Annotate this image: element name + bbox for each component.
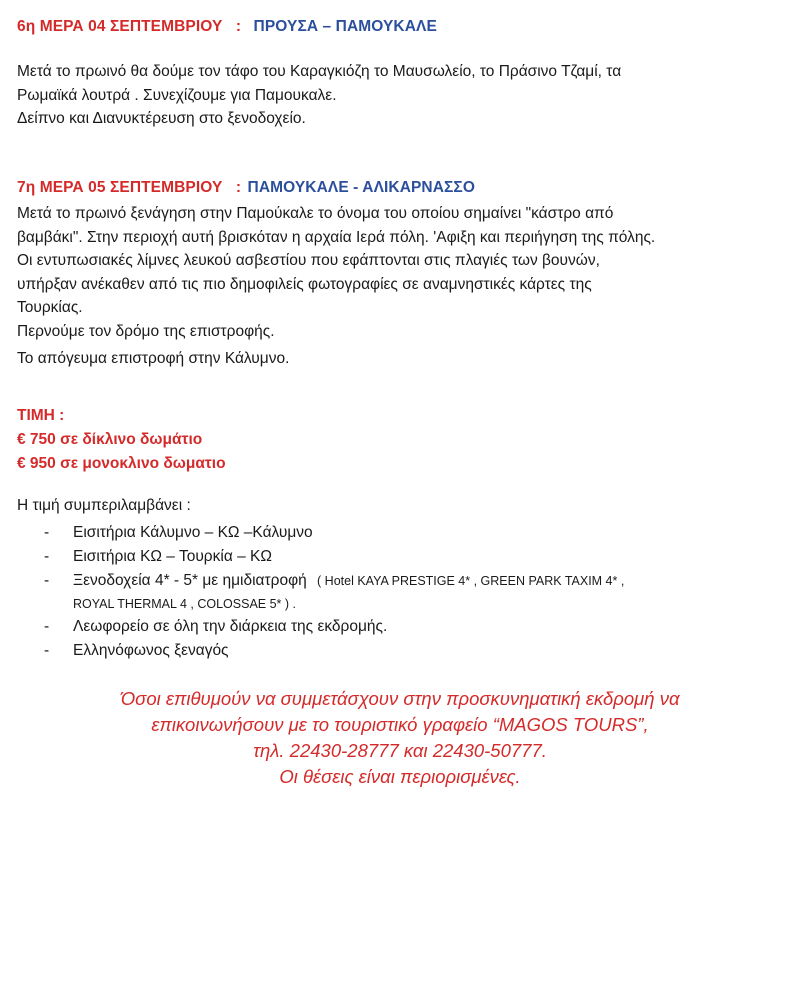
hotels-list-continued: ROYAL THERMAL 4 , COLOSSAE 5* ) . — [73, 597, 296, 611]
list-dash: - — [44, 524, 50, 541]
day7-line: βαμβάκι". Στην περιοχή αυτή βρισκόταν η αρχαία Ιερά πόλη. 'Αφιξη και περιήγηση της πόλης. — [17, 228, 656, 246]
includes-list — [44, 521, 784, 663]
list-dash: - — [44, 572, 50, 589]
day7-line: Περνούμε τον δρόμο της επιστροφής. — [17, 322, 275, 340]
day6-route: ΠΡΟΥΣΑ – ΠΑΜΟΥΚΑΛΕ — [253, 18, 437, 35]
day6-line: Δείπνο και Διανυκτέρευση στο ξενοδοχείο. — [17, 110, 306, 127]
includes-item-text: Ξενοδοχεία 4* - 5* με ημιδιατροφή — [73, 572, 307, 589]
day7-date: 7η ΜΕΡΑ 05 ΣΕΠΤΕΜΒΡΙΟΥ — [17, 179, 223, 196]
price-double-room: € 750 σε δίκλινο δωμάτιο — [17, 431, 203, 448]
contact-notice — [0, 686, 800, 790]
hotels-list: ( Hotel KAYA PRESTIGE 4* , GREEN PARK TAXIM 4* , — [317, 574, 625, 588]
day6-line: Ρωμαϊκά λουτρά . Συνεχίζουμε για Παμουκαλε. — [17, 86, 337, 104]
day6-line: Μετά το πρωινό θα δούμε τον τάφο του Καραγκιόζη το Μαυσωλείο, το Πράσινο Τζαμί, τα — [17, 63, 622, 80]
list-dash: - — [44, 548, 50, 565]
includes-item — [44, 615, 784, 639]
contact-notice-line: τηλ. 22430-28777 και 22430-50777. — [253, 740, 547, 761]
day7-line: Το απόγευμα επιστροφή στην Κάλυμνο. — [17, 350, 290, 367]
list-dash: - — [44, 618, 50, 635]
price-single-room: € 950 σε μονοκλινο δωματιο — [17, 455, 226, 472]
includes-item-text: Εισιτήρια Κάλυμνο – ΚΩ –Κάλυμνο — [73, 524, 313, 541]
list-dash: - — [44, 642, 50, 659]
day7-line: Μετά το πρωινό ξενάγηση στην Παμούκαλε το όνομα του οποίου σημαίνει "κάστρο από — [17, 205, 614, 222]
day7-line: Οι εντυπωσιακές λίμνες λευκού ασβεστίου που εφάπτονται στις πλαγιές των βουνών, — [17, 252, 600, 269]
includes-item-text: Εισιτήρια ΚΩ – Τουρκία – ΚΩ — [73, 548, 272, 565]
day6-date: 6η ΜΕΡΑ 04 ΣΕΠΤΕΜΒΡΙΟΥ — [17, 18, 223, 35]
includes-title: Η τιμή συμπεριλαμβάνει : — [17, 497, 191, 514]
day7-description — [17, 202, 787, 371]
day7-heading — [17, 179, 475, 197]
includes-item-text: Λεωφορείο σε όλη την διάρκεια της εκδρομής. — [73, 618, 388, 635]
contact-notice-line: επικοινωνήσουν με το τουριστικό γραφείο “MAGOS TOURS”, — [151, 714, 649, 735]
price-block — [17, 404, 226, 476]
contact-notice-line: Οι θέσεις είναι περιορισμένες. — [279, 766, 521, 787]
day7-line: Τουρκίας. — [17, 299, 83, 316]
day6-separator: : — [235, 18, 242, 35]
day6-heading — [17, 18, 437, 36]
includes-item — [44, 545, 784, 569]
day7-route: ΠΑΜΟΥΚΑΛΕ - ΑΛΙΚΑΡΝΑΣΣΟ — [247, 179, 475, 196]
day7-line: υπήρξαν ανέκαθεν από τις πιο δημοφιλείς φωτογραφίες σε αναμνηστικές κάρτες της — [17, 275, 592, 293]
contact-notice-line: Όσοι επιθυμούν να συμμετάσχουν στην προσκυνηματική εκδρομή να — [120, 688, 680, 709]
price-label: ΤΙΜΗ : — [17, 407, 65, 424]
includes-item — [44, 569, 784, 615]
includes-item — [44, 639, 784, 663]
day6-description — [17, 60, 787, 131]
includes-item-text: Ελληνόφωνος ξεναγός — [73, 642, 229, 659]
includes-item — [44, 521, 784, 545]
day7-separator: : — [235, 179, 242, 196]
